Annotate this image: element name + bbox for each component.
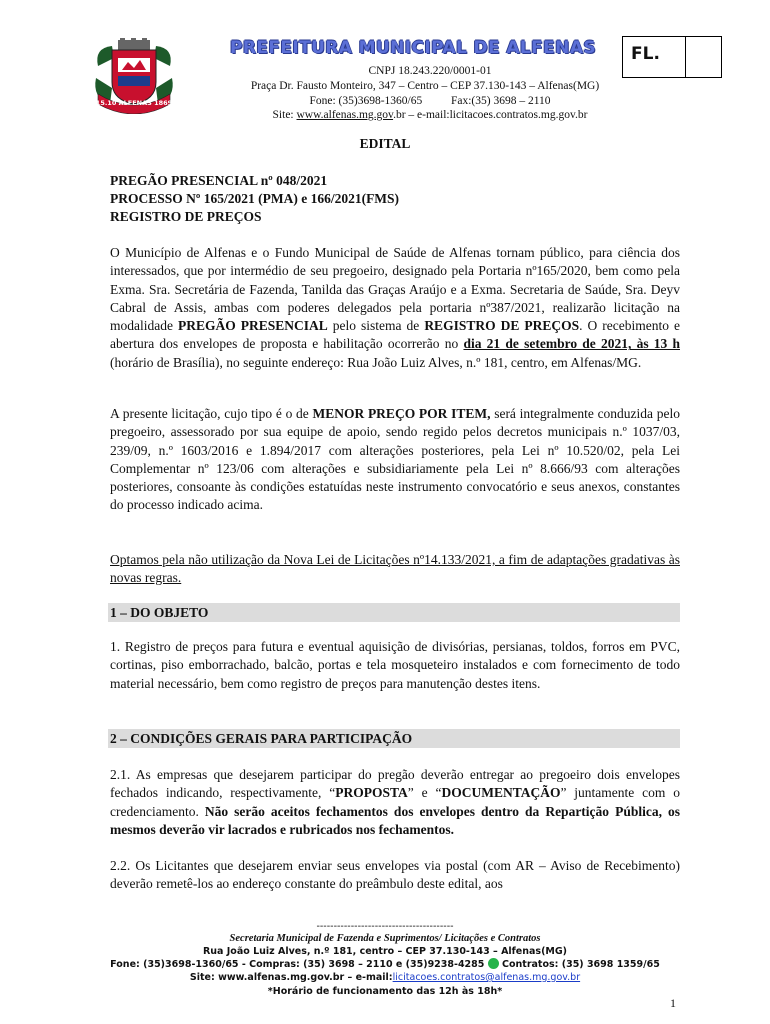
header-site [200, 108, 660, 123]
folio-divider [685, 37, 686, 77]
footer-phones [0, 958, 770, 971]
p2-text-a: A presente licitação, cujo tipo é o de [110, 406, 313, 421]
s2p1-bold-notice: Não serão aceitos fechamentos dos envelopes dentro da Repartição Pública, os mesmos deverão vir lacrados e rubricados nos fechamentos. [110, 803, 680, 837]
section-participacao-heading: 2 – CONDIÇÕES GERAIS PARA PARTICIPAÇÃO [108, 729, 680, 748]
p1-date: dia 21 de setembro de 2021, às 13 h [463, 336, 680, 352]
pregao-number: PREGÃO PRESENCIAL nº 048/2021 [110, 173, 328, 188]
footer-department: Secretaria Municipal de Fazenda e Suprimentos/ Licitações e Contratos [229, 933, 541, 944]
header-phone: Fone: (35)3698-1360/65 Fax:(35) 3698 – 2110 [309, 95, 551, 107]
s2p1-text-a: 2.1. As empresas que desejarem participar do pregão deverão entregar ao pregoeiro dois envelopes fechados indicando, respectivamente, “ [110, 767, 680, 801]
municipal-crest-logo [92, 38, 176, 114]
whatsapp-icon [488, 958, 499, 969]
header-site-link[interactable]: www.alfenas.mg.gov [296, 109, 394, 121]
section-objeto-heading: 1 – DO OBJETO [108, 603, 680, 622]
folio-box [622, 36, 722, 78]
participacao-paragraph-1 [110, 766, 680, 839]
participacao-paragraph-2: 2.2. Os Licitantes que desejarem enviar seus envelopes via postal (com AR – Aviso de Recebimento) deverão remetê-los ao endereço constante do preâmbulo deste edital, aos [110, 858, 680, 892]
p1-text-e: . O recebimento e abertura dos envelopes de proposta e habilitação ocorrerão no [110, 318, 680, 352]
s2p1-proposta: PROPOSTA [335, 785, 408, 801]
header-site-prefix: Site: [272, 109, 297, 121]
processo-number: PROCESSO Nº 165/2021 (PMA) e 166/2021(FMS) [110, 191, 400, 206]
header-cnpj: CNPJ 18.243.220/0001-01 [368, 65, 492, 77]
s2p1-text-c: ” e “ [407, 785, 442, 801]
p1-text-g: (horário de Brasília), no seguinte endereço: Rua João Luiz Alves, n.º 181, centro, em Alfenas/MG. [110, 354, 642, 370]
objeto-paragraph: 1. Registro de preços para futura e eventual aquisição de divisórias, persianas, toldos, forros em PVC, cortinas, piso emborrachado, balcão, portas e tela mosqueteiro instalados e com fornecimento de todo material necessário, bem como registro de preços para manutenção destes itens. [110, 639, 680, 691]
municipality-title: PREFEITURA MUNICIPAL DE ALFENAS [229, 38, 597, 58]
intro-paragraph [110, 244, 680, 372]
p1-bold-b: PREGÃO PRESENCIAL [178, 318, 328, 334]
footer-address: Rua João Luiz Alves, n.º 181, centro – CEP 37.130-143 – Alfenas(MG) [202, 946, 568, 957]
footer-phones-a: Fone: (35)3698-1360/65 - Compras: (35) 3698 – 2110 e (35)9238-4285 [110, 959, 485, 970]
footer-site [0, 971, 770, 984]
p1-text-c: pelo sistema de [327, 318, 425, 334]
nova-lei-paragraph: Optamos pela não utilização da Nova Lei de Licitações nº14.133/2021, a fim de adaptações gradativas às novas regras. [110, 552, 680, 586]
p2-text-c: será integralmente conduzida pelo pregoeiro, assessorado por sua equipe de apoio, sendo regido pelos decretos municipais n.º 1037/03, 239/09, n.º 1603/2016 e 1.894/2017 com alterações posteriores, pela Lei nº 10.520/02, pela Lei Complementar nº 123/06 com alterações e subsidiariamente pela Lei nº 8.666/93 com alterações posteriores, consoante às condições estatuídas neste instrumento convocatório e seus anexos, constantes do processo indicado acima. [110, 406, 680, 513]
p1-bold-d: REGISTRO DE PREÇOS [424, 318, 580, 334]
document-identifiers [110, 172, 680, 226]
p2-bold-b: MENOR PREÇO POR ITEM, [312, 406, 491, 421]
s2p1-documentacao: DOCUMENTAÇÃO [441, 785, 561, 801]
footer-rule: ---------------------------------------- [316, 921, 454, 932]
footer-hours: *Horário de funcionamento das 12h às 18h* [267, 986, 503, 997]
header-address: Praça Dr. Fausto Monteiro, 347 – Centro – CEP 37.130-143 – Alfenas(MG) [250, 80, 600, 92]
s2p1-text-e: ” juntamente com o credenciamento. [110, 785, 680, 819]
licitacao-paragraph [110, 405, 680, 515]
header-site-suffix: .br – e-mail:licitacoes.contratos.mg.gov.br [393, 109, 588, 121]
p1-text-a: O Município de Alfenas e o Fundo Municipal de Saúde de Alfenas tornam público, para ciência dos interessados, que por intermédio de seu pregoeiro, designado pela Portaria nº165/2020, bem como pela Exma. Sra. Secretária de Fazenda, Tanilda das Graças Araújo e a Exma. Secretaria de Saúde, Sra. Deyv Cabral de Assis, ambas com poderes delegados pela portaria nº387/2021, realizarão licitação na modalidade [110, 245, 680, 334]
footer-email-link[interactable]: licitacoes.contratos@alfenas.mg.gov.br [392, 972, 581, 983]
document-heading: EDITAL [359, 136, 411, 151]
crest-ribbon-text: 15.10 ALFENAS 1869 [95, 99, 173, 107]
page-number: 1 [670, 996, 676, 1010]
registro-label: REGISTRO DE PREÇOS [110, 209, 262, 224]
footer-phones-b: Contratos: (35) 3698 1359/65 [498, 959, 660, 970]
footer-site-text: Site: www.alfenas.mg.gov.br – e-mail: [189, 972, 393, 983]
folio-label: FL. [631, 44, 660, 64]
